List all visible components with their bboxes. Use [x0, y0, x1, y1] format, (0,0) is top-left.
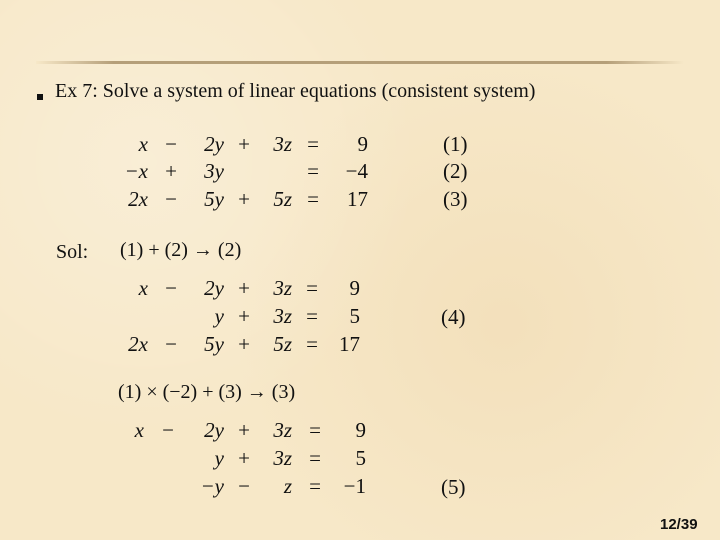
rhs-value: 9: [357, 132, 368, 156]
equals-sign: =: [307, 159, 319, 183]
equals-sign: =: [309, 418, 321, 442]
row-operation: (1) + (2) → (2): [120, 239, 242, 261]
term-z: 3z: [273, 304, 292, 328]
equals-sign: =: [306, 276, 318, 300]
term-x: 2x: [128, 332, 148, 356]
term-z: 3z: [273, 276, 292, 300]
equation-label: (4): [441, 305, 466, 329]
operator: +: [238, 187, 250, 211]
term-y: y: [214, 446, 224, 470]
equals-sign: =: [307, 132, 319, 156]
term-y: 2y: [204, 276, 224, 300]
operator: −: [165, 132, 177, 156]
equals-sign: =: [306, 332, 318, 356]
term-y: 2y: [204, 132, 224, 156]
equation-row: [0, 446, 720, 474]
rhs-value: −1: [343, 474, 366, 498]
operator: −: [165, 332, 177, 356]
rhs-value: −4: [345, 159, 368, 183]
term-y: 5y: [204, 187, 224, 211]
operator: +: [238, 446, 250, 470]
bullet-icon: [37, 94, 43, 100]
operator: +: [238, 132, 250, 156]
rhs-value: 5: [355, 446, 366, 470]
rhs-value: 9: [349, 276, 360, 300]
equals-sign: =: [307, 187, 319, 211]
rhs-value: 17: [347, 187, 368, 211]
operator: +: [238, 332, 250, 356]
rhs-value: 9: [355, 418, 366, 442]
term-z: 3z: [273, 132, 292, 156]
equation-row: [0, 418, 720, 446]
rhs-value: 5: [349, 304, 360, 328]
operator: +: [238, 418, 250, 442]
operator: +: [165, 159, 177, 183]
operator: −: [162, 418, 174, 442]
term-y: 3y: [204, 159, 224, 183]
term-x: x: [138, 276, 148, 300]
equation-label: (2): [443, 159, 468, 183]
term-z: 5z: [273, 332, 292, 356]
equation-row: [0, 304, 720, 332]
operator: −: [165, 276, 177, 300]
solution-label: Sol:: [56, 241, 89, 263]
term-z: 5z: [273, 187, 292, 211]
equation-row: [0, 159, 720, 187]
term-x: −x: [124, 159, 148, 183]
equation-row: [0, 187, 720, 215]
term-z: z: [283, 474, 292, 498]
equals-sign: =: [306, 304, 318, 328]
row-operation: (1) × (−2) + (3) → (3): [118, 381, 296, 403]
term-y: −y: [200, 474, 224, 498]
equation-row: [0, 276, 720, 304]
term-y: 2y: [204, 418, 224, 442]
term-y: 5y: [204, 332, 224, 356]
term-z: 3z: [273, 418, 292, 442]
operator: −: [238, 474, 250, 498]
equation-row: [0, 474, 720, 502]
equation-label: (1): [443, 132, 468, 156]
term-x: x: [138, 132, 148, 156]
equation-row: [0, 332, 720, 360]
rhs-value: 17: [339, 332, 360, 356]
slide-heading: Ex 7: Solve a system of linear equations (consistent system): [55, 80, 536, 102]
term-x: x: [134, 418, 144, 442]
equation-label: (5): [441, 475, 466, 499]
equation-row: [0, 132, 720, 160]
term-y: y: [214, 304, 224, 328]
equals-sign: =: [309, 446, 321, 470]
term-x: 2x: [128, 187, 148, 211]
equation-label: (3): [443, 187, 468, 211]
title-divider: [36, 61, 684, 64]
operator: −: [165, 187, 177, 211]
page-number: 12/39: [660, 516, 698, 533]
operator: +: [238, 276, 250, 300]
operator: +: [238, 304, 250, 328]
term-z: 3z: [273, 446, 292, 470]
equals-sign: =: [309, 474, 321, 498]
